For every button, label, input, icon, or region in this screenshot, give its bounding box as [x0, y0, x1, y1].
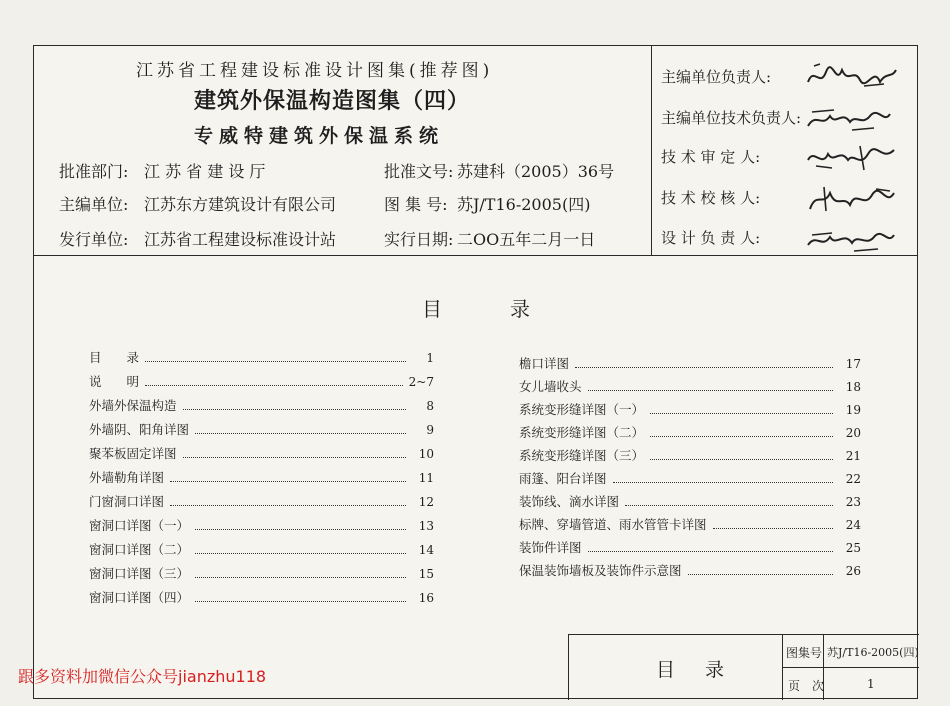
- toc-item-label: 窗洞口详图（四）: [89, 590, 190, 605]
- toc-item[interactable]: [519, 446, 861, 464]
- toc-item-label: 装饰件详图: [519, 540, 582, 555]
- toc-item-label: 装饰线、滴水详图: [519, 494, 620, 509]
- atlas-title: 建筑外保温构造图集（四）: [194, 89, 471, 114]
- leader-dots: [195, 577, 406, 578]
- toc-item-label: 外墙阴、阳角详图: [89, 422, 190, 437]
- page-number-value: 1: [867, 677, 875, 691]
- leader-dots: [145, 385, 403, 386]
- toc-item-label: 檐口详图: [519, 356, 570, 371]
- signature-5: [804, 223, 899, 255]
- toc-item-label: 雨篷、阳台详图: [519, 471, 607, 486]
- role-tech-checker: 技 术 校 核 人:: [661, 189, 761, 207]
- toc-item-label: 窗洞口详图（一）: [89, 518, 190, 533]
- leader-dots: [170, 481, 406, 482]
- toc-item[interactable]: [89, 468, 434, 486]
- toc-item-page: 21: [845, 449, 861, 463]
- toc-item-page: 18: [845, 380, 861, 394]
- leader-dots: [195, 553, 406, 554]
- toc-item-label: 标牌、穿墙管道、雨水管管卡详图: [519, 517, 707, 532]
- leader-dots: [650, 436, 833, 437]
- toc-item[interactable]: [519, 492, 861, 510]
- toc-item-page: 2~7: [408, 375, 434, 389]
- title-block-left: [569, 635, 783, 700]
- toc-item-page: 9: [426, 423, 434, 437]
- toc-item-page: 26: [845, 564, 861, 578]
- toc-item-label: 窗洞口详图（二）: [89, 542, 190, 557]
- leader-dots: [713, 528, 833, 529]
- toc-item-page: 8: [426, 399, 434, 413]
- leader-dots: [625, 505, 833, 506]
- leader-dots: [588, 390, 833, 391]
- atlas-subtitle: 专威特建筑外保温系统: [194, 125, 445, 147]
- toc-item-label: 系统变形缝详图（二）: [519, 425, 645, 440]
- info-label-editor-unit: 主编单位:: [59, 195, 129, 214]
- toc-item-page: 12: [418, 495, 434, 509]
- toc-item[interactable]: [89, 444, 434, 462]
- signature-1: [804, 60, 899, 92]
- role-chief-tech-head: 主编单位技术负责人:: [661, 109, 802, 127]
- header-divider: [651, 46, 652, 255]
- toc-item[interactable]: [519, 377, 861, 395]
- title-block: [568, 634, 919, 700]
- leader-dots: [575, 367, 833, 368]
- toc-item-page: 17: [845, 357, 861, 371]
- toc-item-label: 外墙外保温构造: [89, 398, 177, 413]
- toc-item[interactable]: [519, 538, 861, 556]
- toc-item[interactable]: [519, 423, 861, 441]
- info-value-effective-date: 二OO五年二月一日: [457, 230, 596, 249]
- toc-item-label: 窗洞口详图（三）: [89, 566, 190, 581]
- toc-item[interactable]: [89, 372, 434, 390]
- series-title: 江苏省工程建设标准设计图集(推荐图): [136, 61, 494, 81]
- leader-dots: [195, 601, 406, 602]
- toc-item[interactable]: [519, 469, 861, 487]
- toc-item-label: 系统变形缝详图（三）: [519, 448, 645, 463]
- toc-item-page: 22: [845, 472, 861, 486]
- toc-item-label: 目 录: [89, 350, 140, 365]
- toc-item-page: 10: [418, 447, 434, 461]
- toc-item-page: 23: [845, 495, 861, 509]
- toc-item[interactable]: [89, 396, 434, 414]
- title-block-title: 目 录: [656, 659, 737, 681]
- info-label-approval-dept: 批准部门:: [59, 162, 129, 181]
- toc-item-page: 24: [845, 518, 861, 532]
- role-chief-unit-head: 主编单位负责人:: [661, 68, 772, 86]
- leader-dots: [650, 459, 833, 460]
- title-block-right: [783, 635, 919, 700]
- leader-dots: [195, 433, 406, 434]
- info-value-atlas-no: 苏J/T16-2005(四): [457, 195, 591, 214]
- toc-item[interactable]: [89, 564, 434, 582]
- toc-item[interactable]: [89, 492, 434, 510]
- role-design-head: 设 计 负 责 人:: [661, 229, 761, 247]
- toc-title-right: 录: [510, 297, 530, 321]
- toc-title-left: 目: [422, 297, 442, 321]
- leader-dots: [688, 574, 833, 575]
- toc-item-label: 说 明: [89, 374, 140, 389]
- leader-dots: [183, 457, 406, 458]
- info-label-atlas-no: 图 集 号:: [384, 195, 448, 214]
- info-value-approval-no: 苏建科（2005）36号: [457, 162, 615, 181]
- signature-4: [804, 183, 899, 215]
- signature-3: [804, 142, 899, 174]
- leader-dots: [170, 505, 406, 506]
- toc-item[interactable]: [89, 540, 434, 558]
- toc-item-page: 25: [845, 541, 861, 555]
- leader-dots: [613, 482, 833, 483]
- toc-item[interactable]: [519, 561, 861, 579]
- toc-item-label: 外墙勒角详图: [89, 470, 165, 485]
- info-value-approval-dept: 江 苏 省 建 设 厅: [144, 162, 266, 181]
- toc-item[interactable]: [519, 354, 861, 372]
- cover-header: [34, 46, 917, 256]
- leader-dots: [195, 529, 406, 530]
- toc-item[interactable]: [519, 515, 861, 533]
- toc-item[interactable]: [519, 400, 861, 418]
- toc-item-label: 门窗洞口详图: [89, 494, 165, 509]
- leader-dots: [145, 361, 406, 362]
- toc-item[interactable]: [89, 348, 434, 366]
- atlas-number-value: 苏J/T16-2005(四): [827, 646, 919, 659]
- leader-dots: [650, 413, 833, 414]
- toc-item-label: 保温装饰墙板及装饰件示意图: [519, 563, 682, 578]
- toc-item-page: 13: [418, 519, 434, 533]
- toc-item-label: 女儿墙收头: [519, 379, 582, 394]
- atlas-number-label: 图集号: [786, 646, 823, 660]
- toc-item[interactable]: [89, 420, 434, 438]
- role-tech-approver: 技 术 审 定 人:: [661, 148, 761, 166]
- info-label-effective-date: 实行日期:: [384, 230, 454, 249]
- watermark-text: 跟多资料加微信公众号jianzhu118: [18, 667, 267, 686]
- toc-item-page: 11: [418, 471, 434, 485]
- toc-item-label: 聚苯板固定详图: [89, 446, 177, 461]
- toc-item-label: 系统变形缝详图（一）: [519, 402, 645, 417]
- toc-item-page: 15: [418, 567, 434, 581]
- signature-2: [804, 102, 899, 134]
- toc-item-page: 1: [426, 351, 434, 365]
- toc-item-page: 14: [418, 543, 434, 557]
- info-value-editor-unit: 江苏东方建筑设计有限公司: [144, 195, 337, 214]
- toc-item-page: 19: [845, 403, 861, 417]
- toc-item-page: 20: [845, 426, 861, 440]
- page-number-label: 页 次: [788, 679, 825, 693]
- leader-dots: [183, 409, 406, 410]
- toc-item[interactable]: [89, 516, 434, 534]
- toc-item[interactable]: [89, 588, 434, 606]
- leader-dots: [588, 551, 833, 552]
- info-label-publisher: 发行单位:: [59, 230, 129, 249]
- drawing-sheet: [33, 45, 918, 699]
- info-label-approval-no: 批准文号:: [384, 162, 454, 181]
- toc-item-page: 16: [418, 591, 434, 605]
- info-value-publisher: 江苏省工程建设标准设计站: [144, 230, 337, 249]
